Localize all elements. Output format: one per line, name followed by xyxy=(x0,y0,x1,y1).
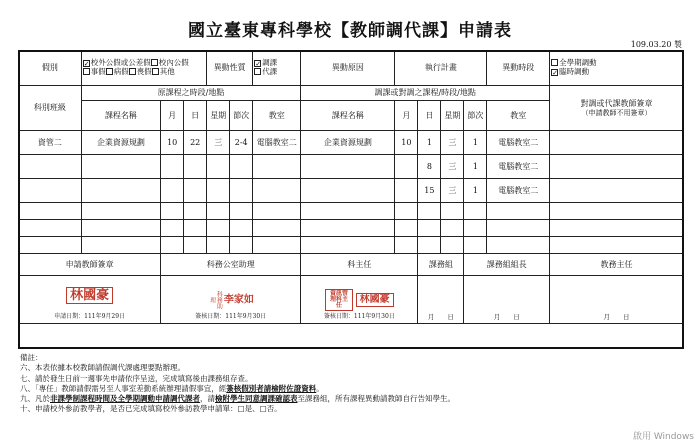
checkbox-icon[interactable] xyxy=(551,59,558,66)
form-version: 109.03.20 製 xyxy=(630,40,682,49)
nature-label: 異動性質 xyxy=(207,51,253,86)
applicant-stamp: 林國豪 xyxy=(66,287,113,304)
note-6: 六、本表依據本校教師請假調代課處理要點辦理。 xyxy=(20,363,185,373)
applicant-sign-label: 申請教師簽章 xyxy=(19,254,161,276)
table-row xyxy=(19,203,684,220)
notes-section xyxy=(20,353,685,415)
head-stamp: 林國豪 xyxy=(356,293,394,307)
dept-head-sign-label: 科主任 xyxy=(301,254,418,276)
checkbox-icon[interactable] xyxy=(254,68,261,75)
checkbox-icon[interactable] xyxy=(129,68,136,75)
sign-cell[interactable] xyxy=(550,131,684,155)
sign-header: 對調或代課教師簽章 （申請教師不用簽章） xyxy=(550,86,684,131)
affairs-sign-label: 課務組 xyxy=(418,254,464,276)
note-7: 七、請於發生日前一週事先申請依序呈送，完成填寫後由課務組存查。 xyxy=(20,373,253,383)
checkbox-icon[interactable] xyxy=(83,68,90,75)
new-period-header: 節次 xyxy=(464,101,487,131)
sign-cell[interactable] xyxy=(550,155,684,179)
affairs-head-sign-cell[interactable]: 月 日 xyxy=(464,276,550,324)
orig-weekday-header: 星期 xyxy=(207,101,230,131)
sign-cell[interactable] xyxy=(550,179,684,203)
table-row: 資管二 企業資源規劃 10 22 三 2-4 電腦教室二 企業資源規劃 10 1 三 1 電腦教室二 xyxy=(19,131,684,155)
new-course-header: 課程名稱 xyxy=(301,101,395,131)
head-date: 簽核日期：111年9月30日 xyxy=(323,313,395,321)
note-8: 八、「專任」教師請假需另至人事室差勤系統辦理請假事宜，經簽核假別者請檢附佐證資料。 xyxy=(20,383,324,393)
new-day-header: 日 xyxy=(418,101,441,131)
nature-options: ✓調課 代課 xyxy=(253,51,301,86)
secretary-sign-label: 科務公室助理 xyxy=(161,254,301,276)
affairs-sign-cell[interactable]: 月 日 xyxy=(418,276,464,324)
secretary-stamp-title: 科務助理 xyxy=(208,290,223,309)
orig-day-header: 日 xyxy=(184,101,207,131)
table-row xyxy=(19,237,684,254)
note-9: 九、凡於非課學制課程時間及全學期調動申請調代課者，請檢附學生同意調課確認表至課務組，所有課程異動請教師自行告知學生。 xyxy=(20,394,455,404)
head-stamp-title: 資訊管理科主任 xyxy=(325,289,353,311)
secretary-date: 簽核日期：111年9月30日 xyxy=(195,313,267,321)
note-10: 十、申請校外參訪教學者，是否已完成填寫校外參訪教學申請單：□是、□否。 xyxy=(20,404,282,414)
reason-label: 異動原因 xyxy=(301,51,395,86)
windows-watermark: 啟用 Windows xyxy=(632,432,694,442)
orig-room-header: 教室 xyxy=(253,101,301,131)
orig-course-header: 課程名稱 xyxy=(81,101,160,131)
dept-head-sign-cell[interactable] xyxy=(301,276,418,324)
checkbox-checked-icon[interactable]: ✓ xyxy=(552,69,558,77)
notes-heading: 備註： xyxy=(20,353,43,362)
applicant-sign-cell[interactable] xyxy=(19,276,161,324)
checkbox-checked-icon[interactable]: ✓ xyxy=(83,60,90,69)
form-title: 國立臺東專科學校【教師調代課】申請表 xyxy=(188,21,512,41)
leave-type-label: 假別 xyxy=(19,51,82,86)
original-group-header: 原課程之時段/地點 xyxy=(81,86,301,101)
table-row xyxy=(19,220,684,237)
orig-period-header: 節次 xyxy=(230,101,253,131)
checkbox-checked-icon[interactable]: ✓ xyxy=(255,60,262,69)
checkbox-icon[interactable] xyxy=(152,68,159,75)
checkbox-icon[interactable] xyxy=(151,59,158,66)
affairs-head-sign-label: 課務組組長 xyxy=(464,254,550,276)
class-label: 科別班級 xyxy=(19,86,82,131)
new-group-header: 調課或對調之課程/時段/地點 xyxy=(301,86,550,101)
applicant-date: 申請日期：111年9月29日 xyxy=(54,313,126,321)
orig-month-header: 月 xyxy=(161,101,184,131)
table-row: 8 三 1 電腦教室二 xyxy=(19,155,684,179)
secretary-sign-cell[interactable] xyxy=(161,276,301,324)
new-weekday-header: 星期 xyxy=(441,101,464,131)
secretary-stamp: 李家如 xyxy=(223,293,254,305)
period-label: 異動時段 xyxy=(487,51,550,86)
director-sign-cell[interactable]: 月 日 xyxy=(550,276,684,324)
table-row: 15 三 1 電腦教室二 xyxy=(19,179,684,203)
period-options: 全學期調動 ✓臨時調動 xyxy=(550,51,684,86)
director-sign-label: 教務主任 xyxy=(550,254,684,276)
new-room-header: 教室 xyxy=(487,101,550,131)
plan-label: 執行計畫 xyxy=(395,51,487,86)
new-month-header: 月 xyxy=(395,101,418,131)
checkbox-icon[interactable] xyxy=(106,68,113,75)
application-table xyxy=(18,50,684,324)
leave-type-options: ✓校外公假或公差假 校內公假 事假 病假 喪假 其他 xyxy=(81,51,206,86)
